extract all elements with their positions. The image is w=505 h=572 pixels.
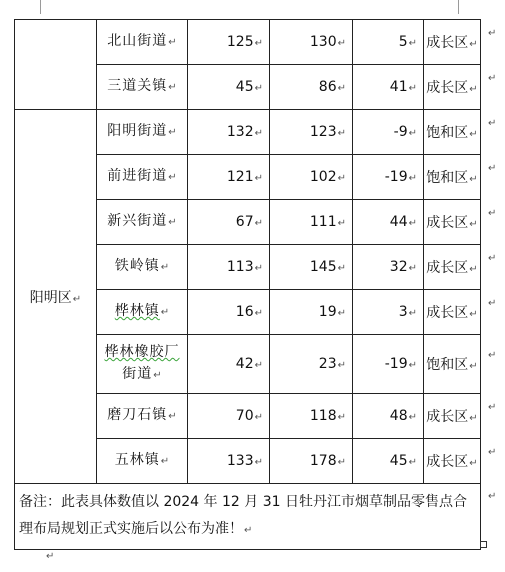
cell-end-mark: ↵ bbox=[469, 413, 478, 424]
status-text: 成长区 bbox=[426, 215, 469, 231]
value-1: 42 bbox=[235, 356, 254, 372]
status-text: 饱和区 bbox=[426, 357, 469, 373]
row-end-mark: ↵ bbox=[488, 118, 497, 129]
status-text: 饱和区 bbox=[426, 170, 469, 186]
value-cell bbox=[353, 335, 424, 394]
value-cell bbox=[188, 245, 270, 290]
status-cell bbox=[424, 335, 481, 394]
value-3: -19 bbox=[384, 356, 408, 372]
district-name: 阳明区 bbox=[29, 289, 72, 306]
street-name-cell bbox=[97, 245, 188, 290]
cell-end-mark: ↵ bbox=[408, 263, 417, 274]
street-name-cell bbox=[97, 394, 188, 439]
row-end-mark: ↵ bbox=[488, 73, 497, 84]
status-text: 饱和区 bbox=[426, 125, 469, 141]
cell-end-mark: ↵ bbox=[408, 360, 417, 371]
cell-end-mark: ↵ bbox=[469, 174, 478, 185]
cell-end-mark: ↵ bbox=[168, 411, 177, 422]
row-end-mark: ↵ bbox=[488, 298, 497, 309]
value-1: 113 bbox=[226, 259, 254, 275]
table-row bbox=[15, 20, 481, 65]
row-end-mark: ↵ bbox=[488, 491, 497, 502]
value-cell bbox=[188, 155, 270, 200]
cell-end-mark: ↵ bbox=[254, 128, 263, 139]
value-1: 121 bbox=[226, 169, 254, 185]
value-cell bbox=[270, 245, 353, 290]
cell-end-mark: ↵ bbox=[469, 361, 478, 372]
cell-end-mark: ↵ bbox=[337, 360, 346, 371]
value-3: 5 bbox=[398, 34, 408, 50]
cell-end-mark: ↵ bbox=[408, 218, 417, 229]
status-text: 成长区 bbox=[426, 454, 469, 470]
value-3: -19 bbox=[384, 169, 408, 185]
value-cell bbox=[270, 394, 353, 439]
cell-end-mark: ↵ bbox=[469, 129, 478, 140]
value-2: 23 bbox=[318, 356, 337, 372]
value-2: 178 bbox=[309, 453, 337, 469]
value-cell bbox=[353, 439, 424, 484]
status-text: 成长区 bbox=[426, 305, 469, 321]
value-cell bbox=[353, 155, 424, 200]
value-cell bbox=[353, 394, 424, 439]
cell-end-mark: ↵ bbox=[168, 172, 177, 183]
street-name: 桦林镇 bbox=[114, 303, 160, 319]
street-name-cell bbox=[97, 200, 188, 245]
value-3: 48 bbox=[389, 408, 408, 424]
cell-end-mark: ↵ bbox=[469, 458, 478, 469]
cell-end-mark: ↵ bbox=[153, 370, 162, 381]
cell-end-mark: ↵ bbox=[408, 412, 417, 423]
cell-end-mark: ↵ bbox=[408, 457, 417, 468]
cell-end-mark: ↵ bbox=[254, 83, 263, 94]
street-name: 新兴街道 bbox=[107, 213, 168, 229]
value-cell bbox=[188, 335, 270, 394]
status-text: 成长区 bbox=[426, 260, 469, 276]
value-3: 45 bbox=[389, 453, 408, 469]
status-text: 成长区 bbox=[426, 35, 469, 51]
value-2: 19 bbox=[318, 304, 337, 320]
street-name: 磨刀石镇 bbox=[107, 407, 168, 423]
value-2: 111 bbox=[309, 214, 337, 230]
note-cell bbox=[15, 484, 481, 550]
value-2: 118 bbox=[309, 408, 337, 424]
value-cell bbox=[353, 245, 424, 290]
cell-end-mark: ↵ bbox=[72, 293, 82, 305]
value-2: 86 bbox=[318, 79, 337, 95]
value-cell bbox=[353, 20, 424, 65]
street-name-cell bbox=[97, 20, 188, 65]
status-cell bbox=[424, 65, 481, 110]
status-cell bbox=[424, 394, 481, 439]
value-cell bbox=[270, 439, 353, 484]
value-cell bbox=[353, 200, 424, 245]
cell-end-mark: ↵ bbox=[254, 308, 263, 319]
value-cell bbox=[188, 290, 270, 335]
street-name: 阳明街道 bbox=[107, 123, 168, 139]
status-cell bbox=[424, 110, 481, 155]
cell-end-mark: ↵ bbox=[408, 308, 417, 319]
cell-end-mark: ↵ bbox=[254, 38, 263, 49]
row-end-mark: ↵ bbox=[488, 28, 497, 39]
value-2: 123 bbox=[309, 124, 337, 140]
value-cell bbox=[353, 290, 424, 335]
page-corner-mark-right bbox=[458, 0, 459, 14]
table-note: 备注：此表具体数值以 2024 年 12 月 31 日牡丹江市烟草制品零售点合理布局规划正式实施后以公布为准！ bbox=[19, 494, 467, 537]
row-end-mark: ↵ bbox=[488, 402, 497, 413]
street-name-cell bbox=[97, 439, 188, 484]
value-1: 67 bbox=[235, 214, 254, 230]
cell-end-mark: ↵ bbox=[469, 264, 478, 275]
value-cell bbox=[188, 394, 270, 439]
row-end-mark: ↵ bbox=[488, 253, 497, 264]
district-cell-empty bbox=[15, 20, 97, 110]
cell-end-mark: ↵ bbox=[337, 83, 346, 94]
cell-end-mark: ↵ bbox=[469, 219, 478, 230]
cell-end-mark: ↵ bbox=[168, 82, 177, 93]
street-name: 北山街道 bbox=[107, 33, 168, 49]
value-cell bbox=[270, 155, 353, 200]
cell-end-mark: ↵ bbox=[337, 128, 346, 139]
cell-end-mark: ↵ bbox=[168, 217, 177, 228]
district-cell bbox=[15, 110, 97, 484]
value-cell bbox=[188, 110, 270, 155]
value-cell bbox=[188, 439, 270, 484]
status-cell bbox=[424, 290, 481, 335]
value-3: 32 bbox=[389, 259, 408, 275]
retail-points-table bbox=[14, 19, 481, 550]
value-cell bbox=[270, 335, 353, 394]
cell-end-mark: ↵ bbox=[168, 127, 177, 138]
table-resize-handle[interactable] bbox=[480, 541, 487, 548]
cell-end-mark: ↵ bbox=[254, 263, 263, 274]
cell-end-mark: ↵ bbox=[337, 38, 346, 49]
value-cell bbox=[270, 290, 353, 335]
status-cell bbox=[424, 245, 481, 290]
street-name: 前进街道 bbox=[107, 168, 168, 184]
value-cell bbox=[270, 200, 353, 245]
table-row-note bbox=[15, 484, 481, 550]
value-3: 41 bbox=[389, 79, 408, 95]
row-end-mark: ↵ bbox=[488, 163, 497, 174]
value-cell bbox=[353, 65, 424, 110]
cell-end-mark: ↵ bbox=[469, 84, 478, 95]
cell-end-mark: ↵ bbox=[168, 37, 177, 48]
value-1: 125 bbox=[226, 34, 254, 50]
status-cell bbox=[424, 155, 481, 200]
cell-end-mark: ↵ bbox=[244, 525, 253, 536]
value-1: 70 bbox=[235, 408, 254, 424]
value-3: 44 bbox=[389, 214, 408, 230]
cell-end-mark: ↵ bbox=[469, 309, 478, 320]
value-2: 102 bbox=[309, 169, 337, 185]
cell-end-mark: ↵ bbox=[337, 308, 346, 319]
value-cell bbox=[188, 20, 270, 65]
cell-end-mark: ↵ bbox=[337, 218, 346, 229]
cell-end-mark: ↵ bbox=[408, 38, 417, 49]
cell-end-mark: ↵ bbox=[469, 39, 478, 50]
status-cell bbox=[424, 20, 481, 65]
value-cell bbox=[353, 110, 424, 155]
street-name: 三道关镇 bbox=[107, 78, 168, 94]
cell-end-mark: ↵ bbox=[254, 412, 263, 423]
row-end-mark: ↵ bbox=[488, 447, 497, 458]
street-name: 铁岭镇 bbox=[114, 258, 160, 274]
value-3: 3 bbox=[398, 304, 408, 320]
cell-end-mark: ↵ bbox=[160, 307, 170, 318]
status-text: 成长区 bbox=[426, 80, 469, 96]
street-name-cell bbox=[97, 335, 188, 394]
street-name-cell bbox=[97, 155, 188, 200]
cell-end-mark: ↵ bbox=[337, 263, 346, 274]
cell-end-mark: ↵ bbox=[254, 218, 263, 229]
street-name: 五林镇 bbox=[114, 452, 160, 468]
value-cell bbox=[270, 110, 353, 155]
cell-end-mark: ↵ bbox=[337, 457, 346, 468]
value-cell bbox=[270, 20, 353, 65]
cell-end-mark: ↵ bbox=[408, 128, 417, 139]
cell-end-mark: ↵ bbox=[254, 360, 263, 371]
value-cell bbox=[188, 200, 270, 245]
value-1: 133 bbox=[226, 453, 254, 469]
cell-end-mark: ↵ bbox=[337, 173, 346, 184]
street-name-line2: 街道 bbox=[122, 366, 153, 382]
cell-end-mark: ↵ bbox=[408, 83, 417, 94]
cell-end-mark: ↵ bbox=[160, 262, 170, 273]
status-cell bbox=[424, 200, 481, 245]
status-text: 成长区 bbox=[426, 409, 469, 425]
cell-end-mark: ↵ bbox=[254, 173, 263, 184]
cell-end-mark: ↵ bbox=[408, 173, 417, 184]
street-name-cell bbox=[97, 110, 188, 155]
street-name-cell bbox=[97, 290, 188, 335]
value-2: 145 bbox=[309, 259, 337, 275]
table-row bbox=[15, 110, 481, 155]
value-3: -9 bbox=[393, 124, 408, 140]
street-name-line1: 桦林橡胶厂 bbox=[104, 344, 180, 360]
row-end-mark: ↵ bbox=[488, 208, 497, 219]
value-1: 132 bbox=[226, 124, 254, 140]
page-corner-mark-left bbox=[40, 0, 41, 14]
value-2: 130 bbox=[309, 34, 337, 50]
value-cell bbox=[270, 65, 353, 110]
value-1: 45 bbox=[235, 79, 254, 95]
cell-end-mark: ↵ bbox=[254, 457, 263, 468]
value-1: 16 bbox=[235, 304, 254, 320]
cell-end-mark: ↵ bbox=[160, 456, 170, 467]
value-cell bbox=[188, 65, 270, 110]
cell-end-mark: ↵ bbox=[337, 412, 346, 423]
status-cell bbox=[424, 439, 481, 484]
row-end-mark: ↵ bbox=[488, 350, 497, 361]
street-name-cell bbox=[97, 65, 188, 110]
paragraph-mark: ↵ bbox=[46, 551, 55, 562]
